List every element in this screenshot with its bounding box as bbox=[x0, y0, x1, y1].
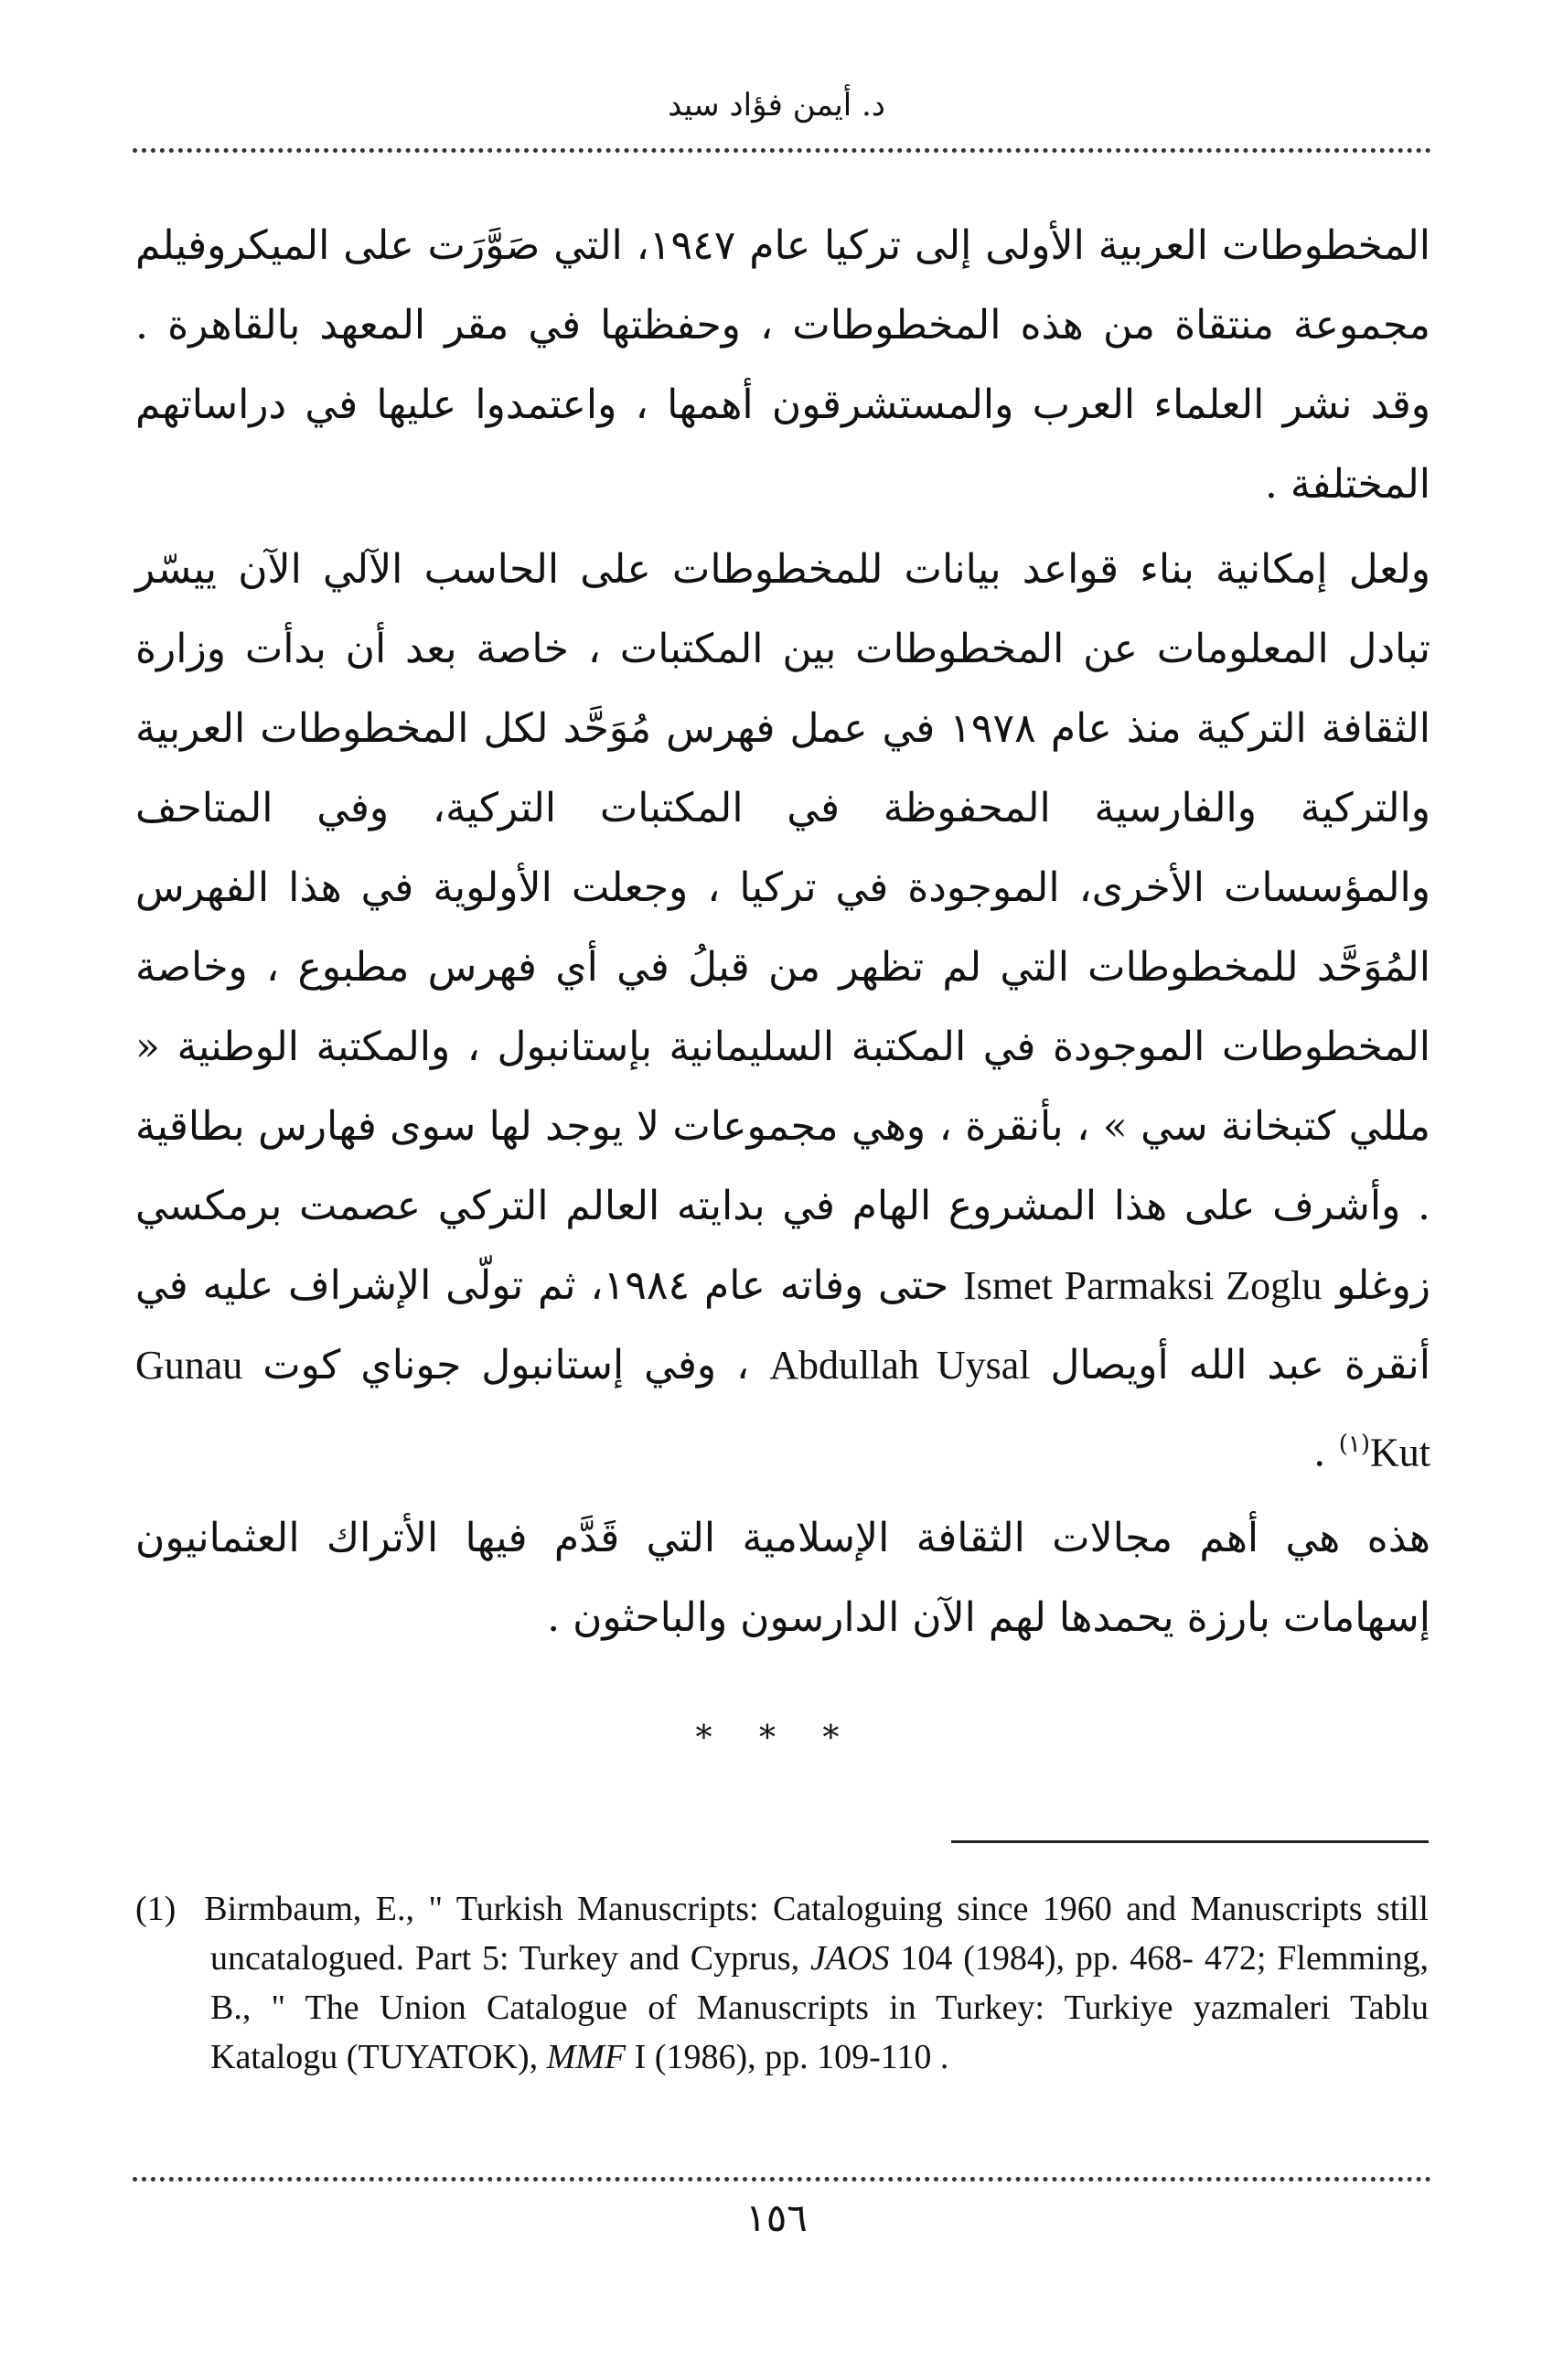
footnote-text-c: I (1986), pp. 109-110 . bbox=[626, 2038, 949, 2076]
journal-jaos: JAOS bbox=[809, 1939, 890, 1978]
footnote-1 bbox=[135, 1884, 1429, 2082]
footnote-text-a: Birmbaum, E., " Turkish Manuscripts: Cataloguing since 1960 and Manuscripts still uncatalogued. Part 5: Turkey and Cyprus, bbox=[204, 1890, 1429, 1978]
footnote-text-b: 104 (1984), pp. 468- 472; Flemming, B., " The Union Catalogue of Manuscripts in Turkey: Turkiye yazmaleri Tablu Katalogu (TUYATOK), bbox=[210, 1939, 1429, 2076]
body-text bbox=[135, 206, 1430, 1657]
journal-mmf: MMF bbox=[546, 2038, 627, 2076]
section-separator: * * * bbox=[695, 1720, 858, 1757]
running-head: د. أيمن فؤاد سيد bbox=[668, 87, 885, 123]
footnote-reference[interactable]: (١) bbox=[1338, 1431, 1370, 1458]
paragraph-1: المخطوطات العربية الأولى إلى تركيا عام ١٩٤٧، التي صَوَّرَت على الميكروفيلم مجموعة منتقاة من هذه المخطوطات ، وحفظتها في مقر المعهد بالقاهرة . وقد نشر العلماء العرب والمستشرقون أهمها ، واعتمدوا عليها في دراساتهم المختلفة . bbox=[135, 222, 1430, 508]
paragraph-2-end: . bbox=[1312, 1429, 1326, 1476]
name-abdullah-uysal: Abdullah Uysal bbox=[769, 1343, 1031, 1388]
name-ismet-parmaksi-zoglu: Ismet Parmaksi Zoglu bbox=[963, 1263, 1323, 1308]
footnote-rule bbox=[951, 1840, 1429, 1843]
paragraph-2-part-a: ولعل إمكانية بناء قواعد بيانات للمخطوطات على الحاسب الآلي الآن ييسّر تبادل المعلومات عن المخطوطات بين المكتبات ، خاصة بعد أن بدأت وزارة الثقافة التركية منذ عام ١٩٧٨ في عمل فهرس مُوَحَّد لكل المخطوطات العربية والتركية والفارسية المحفوظة في المكتبات التركية، وفي المتاحف والمؤسسات الأخرى، الموجودة في تركيا ، وجعلت الأولوية في هذا الفهرس المُوَحَّد للمخطوطات التي لم تظهر من قبلُ في أي فهرس مطبوع ، وخاصة المخطوطات الموجودة في المكتبة السليمانية بإستانبول ، والمكتبة الوطنية « مللي كتبخانة سي » ، بأنقرة ، وهي مجموعات لا يوجد لها سوى فهارس بطاقية . وأشرف على هذا المشروع الهام في بدايته العالم التركي عصمت برمكسي زوغلو bbox=[135, 546, 1430, 1309]
footnote-marker: (1) bbox=[135, 1890, 177, 1928]
paragraph-2-part-c: ، وفي إستانبول جوناي كوت bbox=[262, 1342, 750, 1388]
paragraph-3: هذه هي أهم مجالات الثقافة الإسلامية التي قَدَّم فيها الأتراك العثمانيون إسهامات بارزة يحمدها لهم الآن الدارسون والباحثون . bbox=[135, 1514, 1431, 1641]
paragraph-2 bbox=[135, 530, 1430, 1493]
name-gunau-kut: Gunau Kut bbox=[135, 1343, 1430, 1475]
paragraph-2-part-b: حتى وفاته عام ١٩٨٤، ثم تولّى الإشراف عليه في أنقرة عبد الله أويصال bbox=[135, 1262, 1430, 1388]
footer-rule bbox=[133, 2177, 1431, 2182]
page-number: ١٥٦ bbox=[745, 2195, 808, 2240]
header-rule bbox=[133, 148, 1431, 153]
